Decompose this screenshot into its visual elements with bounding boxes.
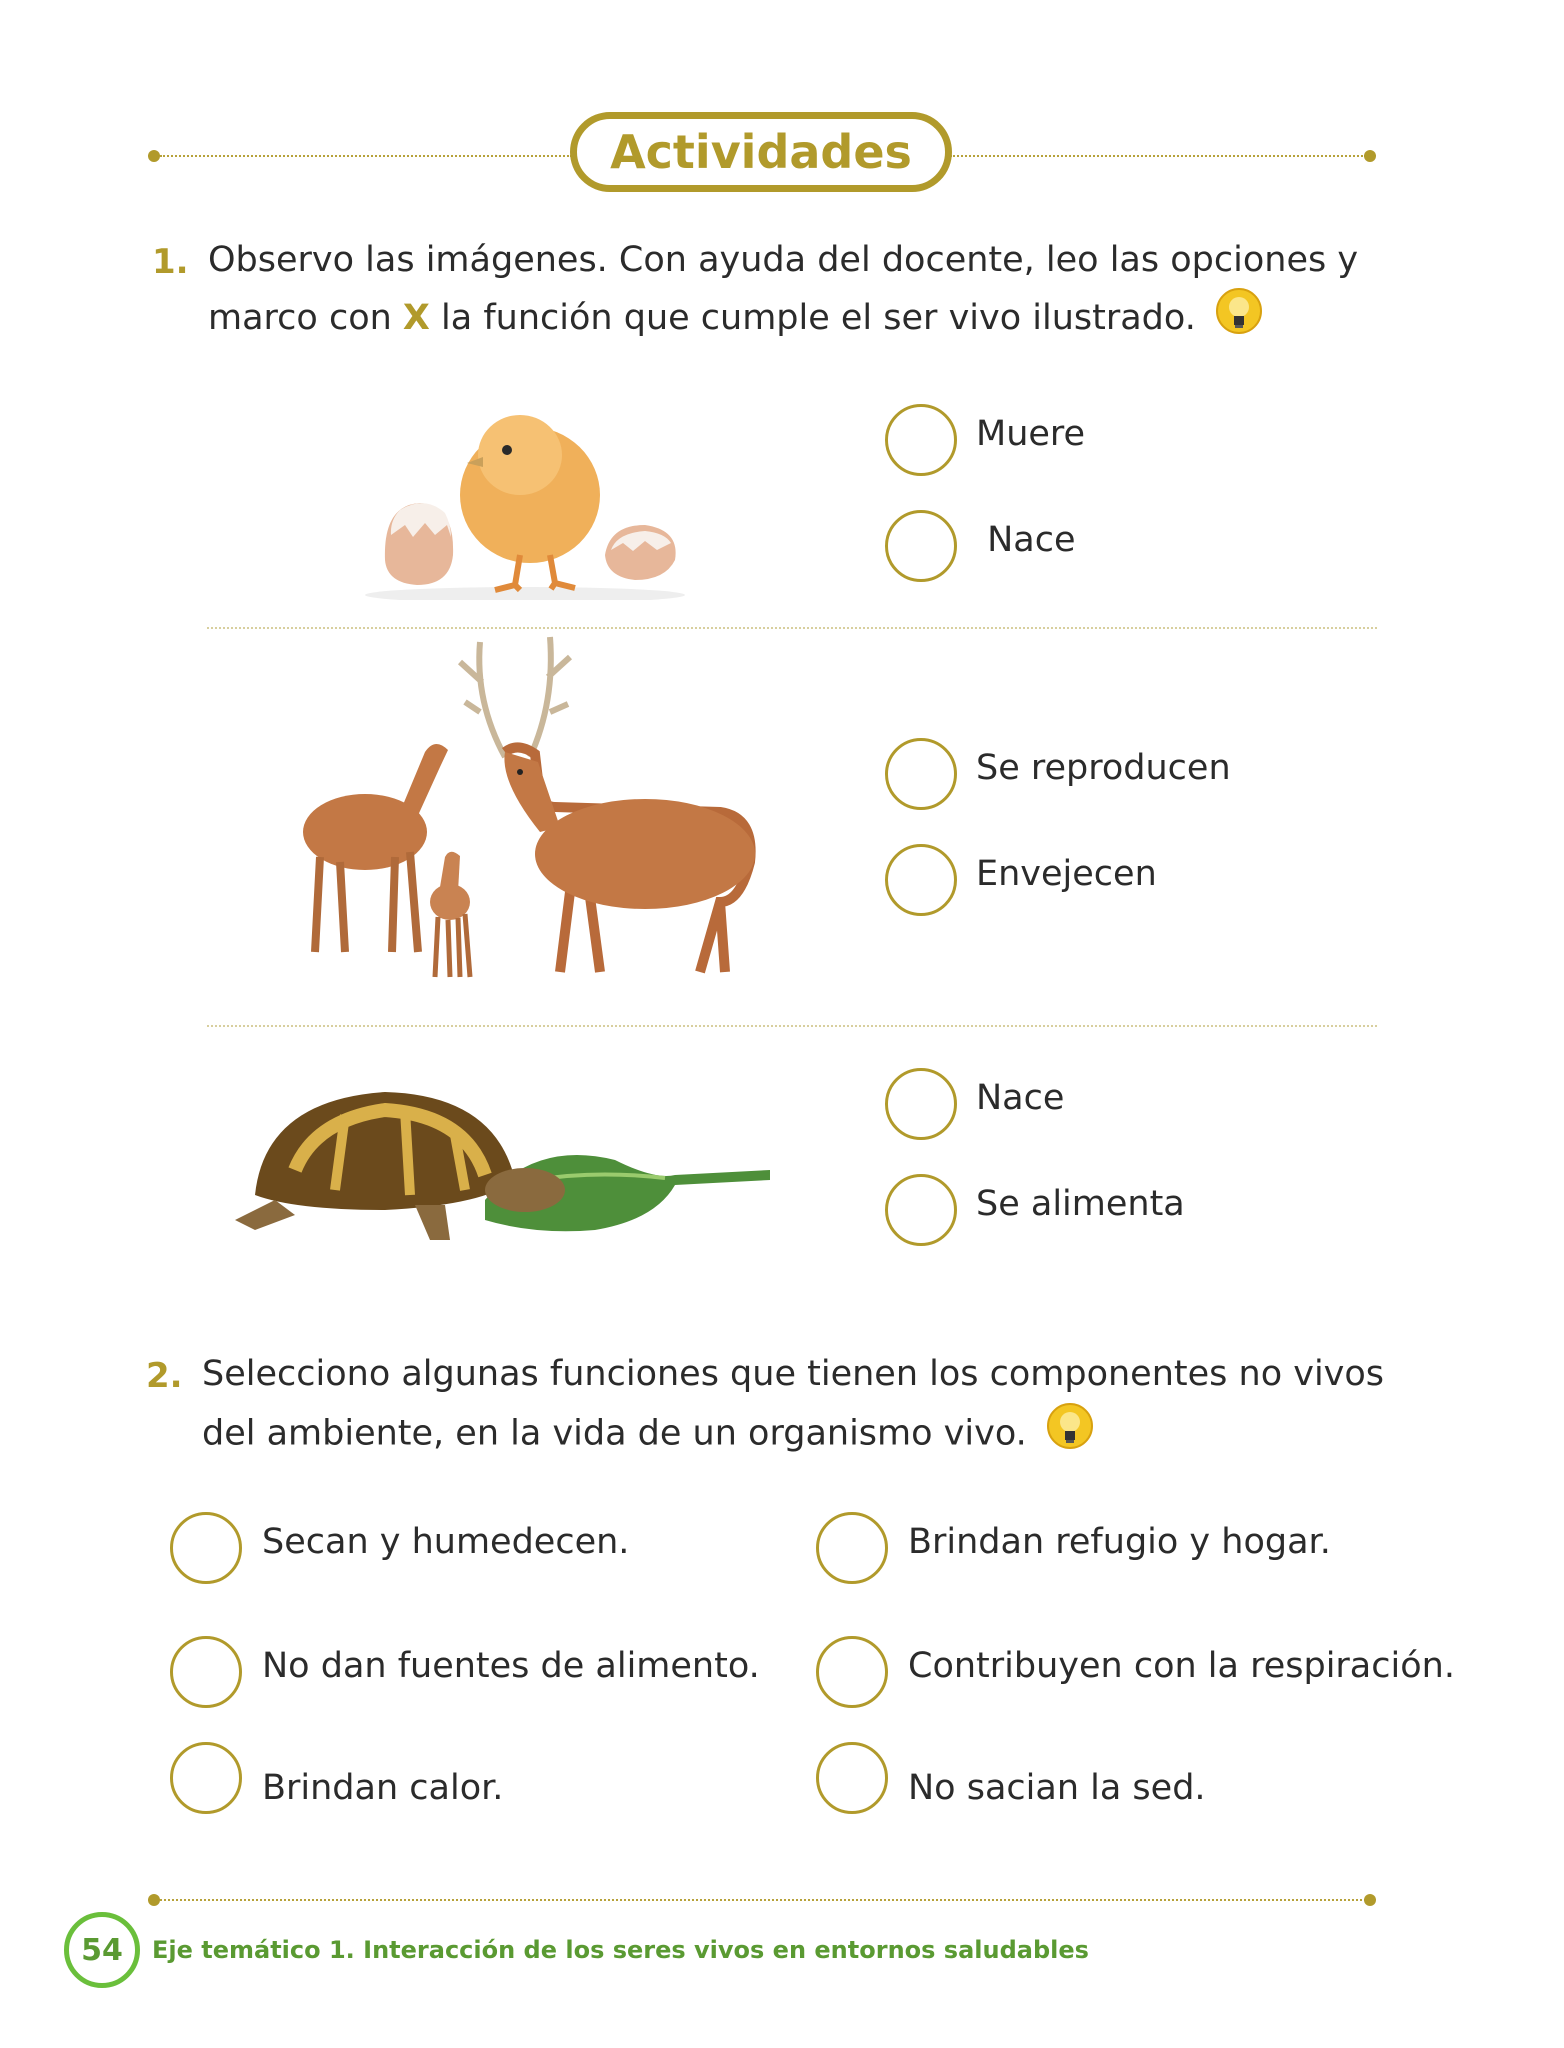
footer-rule-dot-right: [1364, 1894, 1376, 1906]
header-rule-right: [950, 155, 1366, 157]
option-checkbox-no-sacian-sed[interactable]: [816, 1742, 888, 1814]
question-2-line-1: Selecciono algunas funciones que tienen los componentes no vivos: [202, 1354, 1385, 1394]
option-checkbox-se-alimenta[interactable]: [885, 1174, 957, 1246]
footer-rule: [160, 1899, 1366, 1901]
tortoise-eating-image: [235, 1080, 775, 1245]
option-label-refugio-hogar: Brindan refugio y hogar.: [908, 1522, 1331, 1562]
option-checkbox-muere[interactable]: [885, 404, 957, 476]
question-2-number: 2.: [146, 1356, 183, 1396]
header-rule-left: [160, 155, 572, 157]
option-checkbox-brindan-calor[interactable]: [170, 1742, 242, 1814]
lightbulb-icon: [1215, 287, 1263, 351]
question-2-line-2: [202, 1402, 1402, 1467]
option-label-no-dan-alimento: No dan fuentes de alimento.: [262, 1646, 760, 1686]
deer-family-image: [300, 632, 760, 984]
option-label-muere: Muere: [976, 414, 1086, 454]
activities-title: Actividades: [570, 112, 952, 192]
option-label-no-sacian-sed: No sacian la sed.: [908, 1768, 1206, 1808]
footer-section-title: Eje temático 1. Interacción de los seres vivos en entornos saludables: [152, 1936, 1089, 1964]
question-1-line-2-end: la función que cumple el ser vivo ilustrado.: [429, 298, 1196, 338]
question-2-text: [202, 1346, 1402, 1467]
lightbulb-icon-2: [1046, 1402, 1094, 1467]
question-1-text: [208, 234, 1388, 351]
option-label-secan-humedecen: Secan y humedecen.: [262, 1522, 630, 1562]
option-label-se-reproducen: Se reproducen: [976, 748, 1231, 788]
option-checkbox-se-reproducen[interactable]: [885, 738, 957, 810]
mark-x-letter: X: [402, 298, 430, 338]
option-checkbox-secan-humedecen[interactable]: [170, 1512, 242, 1584]
question-1-line-2-start: marco con: [208, 298, 403, 338]
page-number-badge: 54: [64, 1912, 140, 1988]
item-divider-1: [207, 627, 1377, 629]
option-checkbox-no-dan-alimento[interactable]: [170, 1636, 242, 1708]
option-label-envejecen: Envejecen: [976, 854, 1157, 894]
question-1-line-1: Observo las imágenes. Con ayuda del docente, leo las opciones y: [208, 240, 1359, 280]
option-label-se-alimenta: Se alimenta: [976, 1184, 1185, 1224]
option-label-brindan-calor: Brindan calor.: [262, 1768, 504, 1808]
option-checkbox-nace-2[interactable]: [885, 1068, 957, 1140]
option-checkbox-respiracion[interactable]: [816, 1636, 888, 1708]
option-label-nace-2: Nace: [976, 1078, 1065, 1118]
option-label-nace-1: Nace: [976, 520, 1076, 560]
question-1-number: 1.: [152, 242, 189, 282]
option-checkbox-refugio-hogar[interactable]: [816, 1512, 888, 1584]
question-2-line-2-text: del ambiente, en la vida de un organismo vivo.: [202, 1413, 1027, 1454]
option-checkbox-envejecen[interactable]: [885, 844, 957, 916]
header-rule-dot-right: [1364, 150, 1376, 162]
header-rule-dot-left: [148, 150, 160, 162]
option-label-respiracion: Contribuyen con la respiración.: [908, 1646, 1455, 1686]
option-checkbox-nace-1[interactable]: [885, 510, 957, 582]
item-divider-2: [207, 1025, 1377, 1027]
footer-rule-dot-left: [148, 1894, 160, 1906]
chick-hatching-image: [355, 385, 695, 600]
question-1-line-2: [208, 287, 1388, 351]
